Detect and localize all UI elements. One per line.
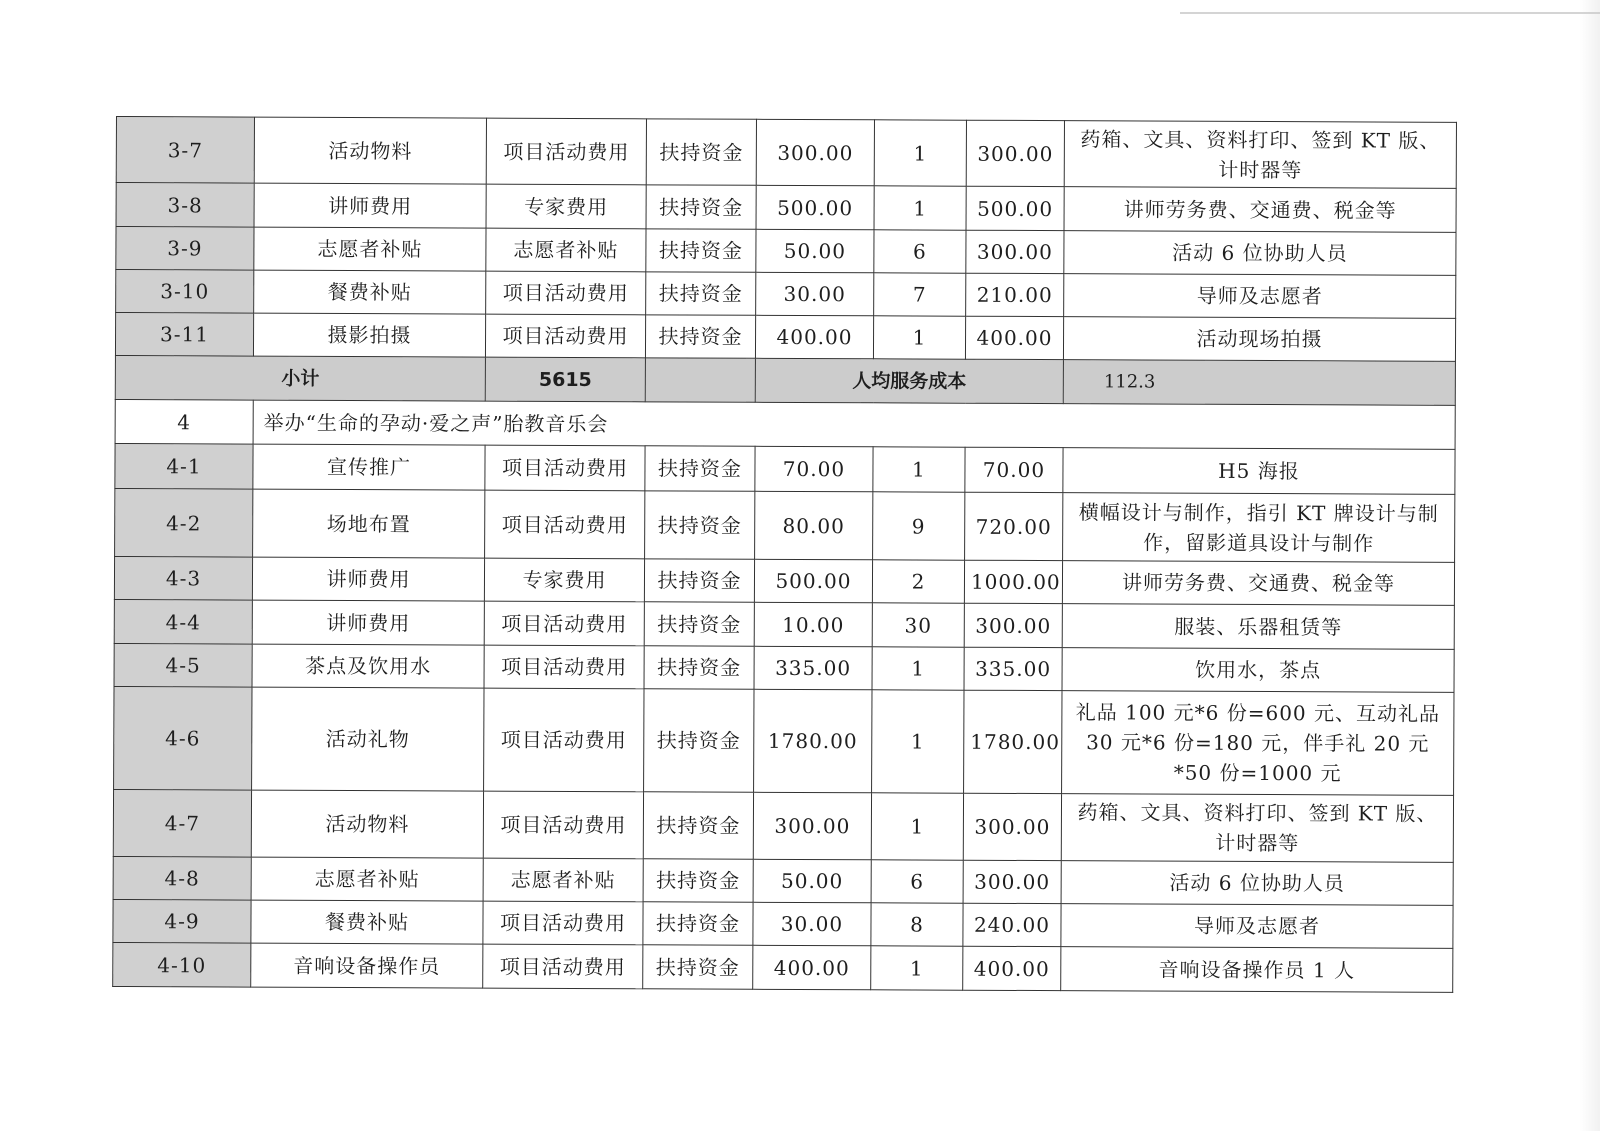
row-index: 3-9 (116, 227, 254, 271)
item-name: 讲师费用 (252, 557, 484, 601)
quantity: 1 (873, 316, 965, 359)
unit-price: 70.00 (755, 446, 873, 492)
unit-price: 50.00 (753, 859, 871, 903)
item-name: 餐费补贴 (254, 270, 486, 314)
item-name: 音响设备操作员 (251, 943, 483, 988)
table-row (113, 899, 1453, 948)
amount: 300.00 (963, 793, 1061, 860)
per-capita-cost-label: 人均服务成本 (755, 358, 1063, 403)
fund-source: 扶持资金 (643, 945, 753, 989)
item-name: 讲师费用 (254, 183, 486, 228)
quantity: 6 (871, 860, 963, 903)
row-index: 4-5 (114, 643, 252, 687)
fund-source: 扶持资金 (644, 689, 754, 792)
fund-source: 扶持资金 (644, 646, 754, 689)
remark: 讲师劳务费、交通费、税金等 (1062, 561, 1454, 606)
table-row (115, 313, 1455, 362)
expense-category: 项目活动费用 (486, 118, 646, 185)
amount: 400.00 (963, 946, 1061, 990)
quantity: 9 (873, 492, 965, 560)
expense-category: 项目活动费用 (485, 314, 645, 358)
budget-table (112, 116, 1457, 993)
fund-source: 扶持资金 (646, 119, 756, 185)
expense-category: 专家费用 (486, 184, 646, 229)
per-capita-cost-value: 112.3 (1063, 360, 1455, 406)
section-title: 举办“生命的孕动·爱之声”胎教音乐会 (253, 400, 1455, 449)
amount: 210.00 (966, 273, 1064, 316)
quantity: 1 (874, 186, 966, 230)
quantity: 1 (872, 690, 964, 793)
remark: 音响设备操作员 1 人 (1061, 947, 1453, 993)
quantity: 7 (874, 273, 966, 316)
amount: 720.00 (965, 492, 1063, 560)
table-row (116, 183, 1456, 233)
expense-category: 项目活动费用 (483, 901, 643, 945)
scan-artifact-line (1180, 12, 1600, 14)
quantity: 8 (871, 903, 963, 946)
amount: 240.00 (963, 903, 1061, 946)
table-row (116, 270, 1456, 319)
quantity: 6 (874, 230, 966, 273)
row-index: 3-10 (116, 270, 254, 314)
row-index: 4-6 (114, 686, 252, 790)
table-row (115, 443, 1455, 494)
unit-price: 400.00 (755, 315, 873, 359)
item-name: 活动物料 (251, 790, 483, 858)
row-index: 4-1 (115, 443, 253, 489)
item-name: 志愿者补贴 (254, 227, 486, 271)
amount: 70.00 (965, 447, 1063, 492)
unit-price: 30.00 (756, 272, 874, 316)
document-page (112, 116, 1456, 993)
fund-source: 扶持资金 (645, 446, 755, 491)
item-name: 讲师费用 (252, 600, 484, 645)
quantity: 1 (871, 946, 963, 990)
unit-price: 400.00 (753, 945, 871, 990)
row-index: 4-2 (115, 488, 253, 557)
row-index: 4-8 (113, 856, 251, 900)
table-row (114, 556, 1454, 605)
amount: 500.00 (966, 186, 1064, 230)
unit-price: 10.00 (754, 602, 872, 647)
amount: 1000.00 (964, 560, 1062, 603)
row-index: 3-8 (116, 183, 254, 228)
remark: 导师及志愿者 (1064, 274, 1456, 319)
fund-source: 扶持资金 (644, 559, 754, 602)
expense-category: 项目活动费用 (483, 791, 643, 859)
expense-category: 项目活动费用 (484, 688, 644, 792)
expense-category: 项目活动费用 (485, 490, 645, 559)
fund-source: 扶持资金 (646, 229, 756, 272)
remark: 饮用水，茶点 (1062, 648, 1454, 693)
unit-price: 500.00 (754, 559, 872, 603)
expense-category: 项目活动费用 (486, 271, 646, 315)
remark: 活动 6 位协助人员 (1064, 231, 1456, 276)
amount: 300.00 (963, 860, 1061, 903)
scan-artifact-edge (1580, 0, 1600, 1131)
expense-category: 项目活动费用 (485, 445, 645, 491)
item-name: 场地布置 (253, 489, 485, 558)
expense-category: 志愿者补贴 (486, 228, 646, 272)
amount: 1780.00 (964, 690, 1062, 793)
row-index: 4-9 (113, 899, 251, 943)
table-row (113, 856, 1453, 905)
subtotal-label: 小计 (115, 355, 485, 401)
unit-price: 50.00 (756, 229, 874, 273)
expense-category: 志愿者补贴 (483, 858, 643, 902)
amount: 300.00 (964, 603, 1062, 647)
fund-source: 扶持资金 (646, 185, 756, 229)
unit-price: 500.00 (756, 185, 874, 230)
remark: 药箱、文具、资料打印、签到 KT 版、计时器等 (1061, 794, 1453, 863)
fund-source: 扶持资金 (645, 315, 755, 358)
table-row (114, 643, 1454, 692)
table-row (113, 942, 1453, 992)
unit-price: 300.00 (753, 792, 871, 860)
remark: 活动现场拍摄 (1063, 317, 1455, 362)
subtotal-value: 5615 (485, 357, 645, 402)
item-name: 摄影拍摄 (253, 313, 485, 357)
fund-source: 扶持资金 (643, 792, 753, 859)
quantity: 1 (871, 793, 963, 860)
remark: 礼品 100 元*6 份=600 元、互动礼品 30 元*6 份=180 元，伴手礼 20 元*50 份=1000 元 (1062, 691, 1454, 796)
unit-price: 335.00 (754, 646, 872, 690)
item-name: 志愿者补贴 (251, 857, 483, 901)
amount: 300.00 (966, 230, 1064, 273)
amount: 300.00 (966, 120, 1064, 186)
row-index: 4-4 (114, 599, 252, 644)
item-name: 宣传推广 (253, 444, 485, 490)
fund-source: 扶持资金 (644, 602, 754, 646)
table-row (113, 789, 1453, 862)
amount: 335.00 (964, 647, 1062, 690)
table-row (115, 488, 1455, 562)
remark: 讲师劳务费、交通费、税金等 (1064, 187, 1456, 233)
row-index: 3-7 (116, 117, 254, 184)
remark: H5 海报 (1063, 448, 1455, 495)
quantity: 1 (873, 447, 965, 492)
item-name: 餐费补贴 (251, 900, 483, 944)
row-index: 4-7 (113, 789, 251, 857)
item-name: 活动礼物 (252, 687, 484, 791)
subtotal-blank (645, 358, 755, 402)
quantity: 30 (872, 603, 964, 647)
unit-price: 300.00 (756, 119, 874, 186)
remark: 服装、乐器租赁等 (1062, 604, 1454, 650)
section-index: 4 (115, 399, 253, 444)
expense-category: 专家费用 (484, 558, 644, 602)
subtotal-row (115, 355, 1455, 405)
quantity: 1 (874, 120, 966, 186)
quantity: 2 (872, 560, 964, 603)
expense-category: 项目活动费用 (483, 944, 643, 989)
row-index: 3-11 (115, 313, 253, 357)
remark: 药箱、文具、资料打印、签到 KT 版、计时器等 (1064, 121, 1456, 189)
fund-source: 扶持资金 (643, 859, 753, 902)
remark: 横幅设计与制作，指引 KT 牌设计与制作，留影道具设计与制作 (1063, 493, 1455, 563)
item-name: 茶点及饮用水 (252, 644, 484, 688)
section-header-row (115, 399, 1455, 449)
table-row (116, 227, 1456, 276)
row-index: 4-3 (114, 556, 252, 600)
fund-source: 扶持资金 (646, 272, 756, 315)
row-index: 4-10 (113, 942, 251, 987)
expense-category: 项目活动费用 (484, 601, 644, 646)
table-row (114, 599, 1454, 649)
unit-price: 1780.00 (754, 689, 872, 793)
fund-source: 扶持资金 (643, 902, 753, 945)
fund-source: 扶持资金 (645, 491, 755, 559)
table-row (116, 117, 1456, 189)
unit-price: 30.00 (753, 902, 871, 946)
item-name: 活动物料 (254, 117, 486, 184)
remark: 导师及志愿者 (1061, 904, 1453, 949)
quantity: 1 (872, 647, 964, 690)
remark: 活动 6 位协助人员 (1061, 861, 1453, 906)
amount: 400.00 (965, 316, 1063, 359)
unit-price: 80.00 (755, 491, 873, 560)
table-row (114, 686, 1454, 795)
expense-category: 项目活动费用 (484, 645, 644, 689)
